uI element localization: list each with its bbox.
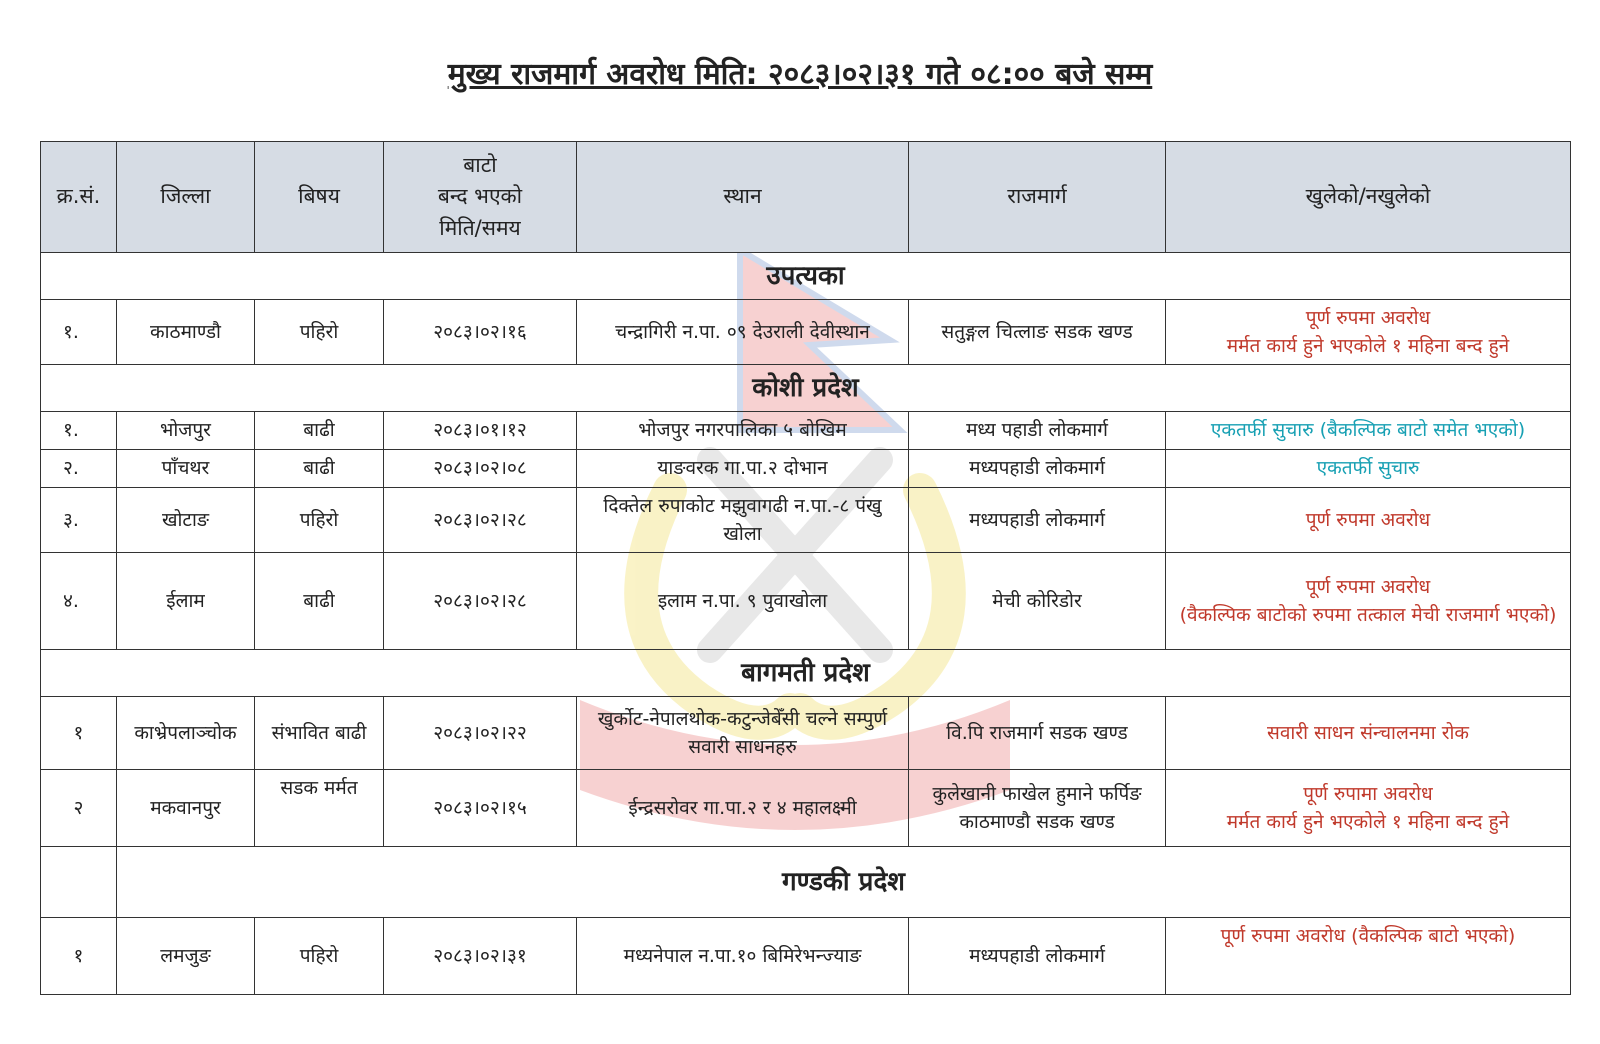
cell-date: २०८३।०१।१२ bbox=[384, 412, 577, 450]
header-subject: बिषय bbox=[255, 142, 384, 253]
cell-date: २०८३।०२।१६ bbox=[384, 300, 577, 365]
cell-sn: ३. bbox=[41, 488, 117, 553]
section-title-koshi: कोशी प्रदेश bbox=[41, 365, 1571, 412]
cell-highway: मध्यपहाडी लोकमार्ग bbox=[909, 488, 1166, 553]
cell-district: भोजपुर bbox=[117, 412, 255, 450]
highway-obstruction-table bbox=[40, 141, 1571, 995]
cell-subject: बाढी bbox=[255, 450, 384, 488]
header-status: खुलेको/नखुलेको bbox=[1166, 142, 1571, 253]
header-district: जिल्ला bbox=[117, 142, 255, 253]
status-line2: मर्मत कार्य हुने भएकोले १ महिना बन्द हुने bbox=[1226, 335, 1510, 357]
header-closed-line2: बन्द भएको bbox=[437, 184, 523, 209]
table-row bbox=[41, 488, 1571, 553]
cell-sn: ४. bbox=[41, 553, 117, 650]
table-row bbox=[41, 553, 1571, 650]
section-row-koshi bbox=[41, 365, 1571, 412]
status-line1: पूर्ण रुपमा अवरोध bbox=[1305, 306, 1431, 329]
status-line1: पूर्ण रुपामा अवरोध bbox=[1303, 782, 1433, 805]
table-row bbox=[41, 412, 1571, 450]
cell-district: पाँचथर bbox=[117, 450, 255, 488]
cell-date: २०८३।०२।२८ bbox=[384, 488, 577, 553]
cell-highway: सतुङ्गल चित्लाङ सडक खण्ड bbox=[909, 300, 1166, 365]
cell-district: काठमाण्डौ bbox=[117, 300, 255, 365]
cell-district: ईलाम bbox=[117, 553, 255, 650]
header-closed-line3: मिति/समय bbox=[439, 215, 521, 240]
cell-highway: मेची कोरिडोर bbox=[909, 553, 1166, 650]
table-row bbox=[41, 300, 1571, 365]
cell-date: २०८३।०२।०८ bbox=[384, 450, 577, 488]
cell-district: काभ्रेपलाञ्चोक bbox=[117, 697, 255, 770]
cell-location: भोजपुर नगरपालिका ५ बोखिम bbox=[577, 412, 909, 450]
cell-location: याङवरक गा.पा.२ दोभान bbox=[577, 450, 909, 488]
header-highway: राजमार्ग bbox=[909, 142, 1166, 253]
cell-district: खोटाङ bbox=[117, 488, 255, 553]
cell-highway: मध्यपहाडी लोकमार्ग bbox=[909, 918, 1166, 995]
cell-sn: १ bbox=[41, 918, 117, 995]
cell-sn: १. bbox=[41, 300, 117, 365]
cell-date: २०८३।०२।२२ bbox=[384, 697, 577, 770]
cell-location: मध्यनेपाल न.पा.१० बिमिरेभन्ज्याङ bbox=[577, 918, 909, 995]
cell-status bbox=[1166, 553, 1571, 650]
table-row bbox=[41, 697, 1571, 770]
cell-date: २०८३।०२।१५ bbox=[384, 770, 577, 847]
cell-date: २०८३।०२।३१ bbox=[384, 918, 577, 995]
cell-status: पूर्ण रुपमा अवरोध bbox=[1166, 488, 1571, 553]
cell-sn: २. bbox=[41, 450, 117, 488]
header-closed-date bbox=[384, 142, 577, 253]
status-line2: मर्मत कार्य हुने भएकोले १ महिना बन्द हुने bbox=[1226, 811, 1510, 833]
status-line2: (वैकल्पिक बाटोको रुपमा तत्काल मेची राजमार्ग भएको) bbox=[1179, 604, 1557, 626]
table-row bbox=[41, 770, 1571, 847]
section-empty-cell bbox=[41, 847, 117, 918]
cell-subject: बाढी bbox=[255, 553, 384, 650]
cell-highway: मध्य पहाडी लोकमार्ग bbox=[909, 412, 1166, 450]
cell-subject: पहिरो bbox=[255, 300, 384, 365]
cell-subject: पहिरो bbox=[255, 488, 384, 553]
page-title: मुख्य राजमार्ग अवरोध मिति: २०८३।०२।३१ गते ०८:०० बजे सम्म bbox=[447, 57, 1153, 92]
table-row bbox=[41, 450, 1571, 488]
cell-subject: संभावित बाढी bbox=[255, 697, 384, 770]
section-title-valley: उपत्यका bbox=[41, 253, 1571, 300]
cell-sn: १. bbox=[41, 412, 117, 450]
cell-sn: २ bbox=[41, 770, 117, 847]
cell-status: पूर्ण रुपमा अवरोध (वैकल्पिक बाटो भएको) bbox=[1166, 918, 1571, 995]
cell-subject: सडक मर्मत bbox=[255, 770, 384, 847]
section-title-gandaki: गण्डकी प्रदेश bbox=[117, 847, 1571, 918]
status-line1: पूर्ण रुपमा अवरोध bbox=[1305, 575, 1431, 598]
section-row-gandaki bbox=[41, 847, 1571, 918]
cell-district: मकवानपुर bbox=[117, 770, 255, 847]
header-location: स्थान bbox=[577, 142, 909, 253]
cell-location: इलाम न.पा. ९ पुवाखोला bbox=[577, 553, 909, 650]
section-row-bagmati bbox=[41, 650, 1571, 697]
section-title-bagmati: बागमती प्रदेश bbox=[41, 650, 1571, 697]
cell-status: सवारी साधन संन्चालनमा रोक bbox=[1166, 697, 1571, 770]
cell-subject: बाढी bbox=[255, 412, 384, 450]
section-row-valley bbox=[41, 253, 1571, 300]
header-closed-line1: बाटो bbox=[463, 152, 497, 177]
cell-location: खुर्कोट-नेपालथोक-कटुन्जेबेँसी चल्ने सम्पुर्ण सवारी साधनहरु bbox=[577, 697, 909, 770]
table-row bbox=[41, 918, 1571, 995]
cell-highway: वि.पि राजमार्ग सडक खण्ड bbox=[909, 697, 1166, 770]
header-sn: क्र.सं. bbox=[41, 142, 117, 253]
cell-status bbox=[1166, 770, 1571, 847]
table-header-row bbox=[41, 142, 1571, 253]
cell-highway: कुलेखानी फाखेल हुमाने फर्पिङ काठमाण्डौ सडक खण्ड bbox=[909, 770, 1166, 847]
cell-highway: मध्यपहाडी लोकमार्ग bbox=[909, 450, 1166, 488]
cell-date: २०८३।०२।२८ bbox=[384, 553, 577, 650]
cell-status: एकतर्फी सुचारु (बैकल्पिक बाटो समेत भएको) bbox=[1166, 412, 1571, 450]
cell-location: दिक्तेल रुपाकोट मझुवागढी न.पा.-८ पंखु खोला bbox=[577, 488, 909, 553]
cell-subject: पहिरो bbox=[255, 918, 384, 995]
cell-district: लमजुङ bbox=[117, 918, 255, 995]
cell-location: चन्द्रागिरी न.पा. ०९ देउराली देवीस्थान bbox=[577, 300, 909, 365]
cell-sn: १ bbox=[41, 697, 117, 770]
cell-status: एकतर्फी सुचारु bbox=[1166, 450, 1571, 488]
cell-status bbox=[1166, 300, 1571, 365]
cell-location: ईन्द्रसरोवर गा.पा.२ र ४ महालक्ष्मी bbox=[577, 770, 909, 847]
